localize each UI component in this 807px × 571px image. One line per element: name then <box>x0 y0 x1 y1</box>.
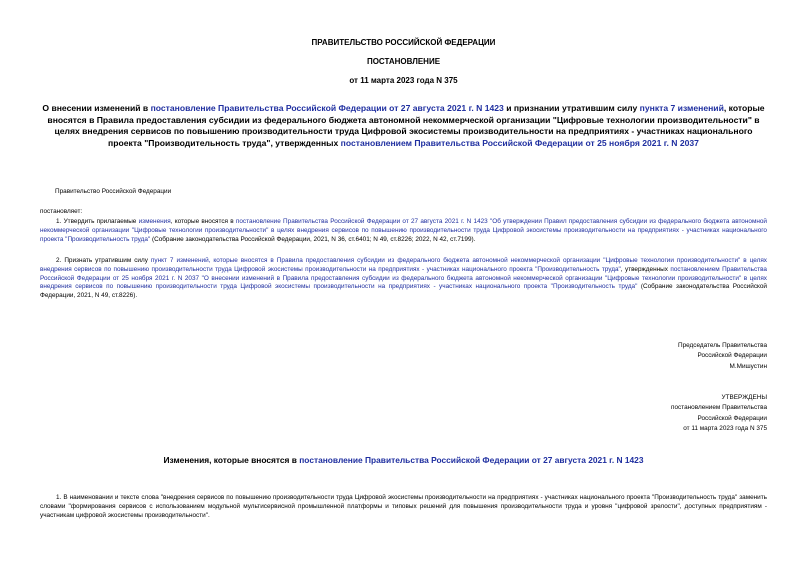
approval-line-3: Российской Федерации <box>697 414 767 422</box>
para1-link-resolution-1423[interactable]: постановление Правительства Российской Федерации от 27 августа 2021 г. N 1423 "Об утверждении Правил предоставления субсидии из федерального бюджета автономной некоммерческой организации "Цифровые технологии производительности" в целях внедрения сервисов по повышению производительности труда Цифровой экосистемы производительности на предприятиях - участниках национального проекта "Производительность труда" <box>40 218 767 243</box>
document-type: ПОСТАНОВЛЕНИЕ <box>366 57 441 66</box>
title-text-3: , которые вносятся в Правила предоставления субсидии из федерального бюджета автономной некоммерческой организации "Цифровые технологии производительности" в целях внедрения сервисов по повышению производительности труда Цифровой экосистемы производительности на предприятиях - участниках национального проекта "Производительность труда", утвержденных <box>47 103 765 148</box>
issuer: Правительство Российской Федерации <box>55 188 172 195</box>
title-link-item-7[interactable]: пункта 7 изменений <box>639 103 724 113</box>
approval-line-2: постановлением Правительства <box>671 404 767 412</box>
para1-text-3: (Собрание законодательства Российской Федерации, 2021, N 36, ст.6401; N 49, ст.8226; 2022, N 42, ст.7199). <box>150 235 476 243</box>
paragraph-3 <box>40 494 767 520</box>
para1-text-1: 1. Утвердить прилагаемые <box>56 218 139 225</box>
document-date-number: от 11 марта 2023 года N 375 <box>349 76 458 85</box>
para2-link-item-7[interactable]: пункт 7 изменений, которые вносятся в Правила предоставления субсидии из федерального бюджета автономной некоммерческой организации "Цифровые технологии производительности" в целях внедрения сервисов по повышению производительности труда Цифровой экосистемы производительности на предприятиях - участниках национального проекта "Производительность труда" <box>40 257 768 273</box>
para2-text-3: (Собрание законодательства Российской Федерации, 2021, N 49, ст.8226). <box>40 283 768 300</box>
changes-heading-link[interactable]: постановление Правительства Российской Федерации от 27 августа 2021 г. N 1423 <box>299 455 644 465</box>
signature-block <box>678 341 767 372</box>
signature-position: Председатель Правительства <box>678 342 767 349</box>
title-link-resolution-1423[interactable]: постановление Правительства Российской Федерации от 27 августа 2021 г. N 1423 <box>150 103 504 113</box>
para1-text-2: , которые вносятся в <box>170 218 236 225</box>
title-link-resolution-2037[interactable]: постановлением Правительства Российской Федерации от 25 ноября 2021 г. N 2037 <box>340 137 699 148</box>
changes-heading <box>40 455 767 465</box>
para3-text: 1. В наименовании и тексте слова "внедрения сервисов по повышению производительности труда Цифровой экосистемы производительности на предприятиях - участниках национального проекта "Производительность труда" заменить словами "формирования сервисов с использованием модульной мультисервисной промышленной платформы и типовых решений для повышения производительности труда и уровня "цифровой зрелости", доступных предприятиям - участникам цифровой экосистемы производительности". <box>40 494 767 519</box>
signature-name: М.Мишустин <box>729 362 767 370</box>
paragraph-2 <box>40 257 767 301</box>
title-text-1: О внесении изменений в <box>42 103 151 113</box>
approval-title: УТВЕРЖДЕНЫ <box>721 394 767 401</box>
para2-text-2: , утвержденных <box>620 265 671 273</box>
title-text-2: и признании утратившим силу <box>503 103 640 113</box>
para2-link-resolution-2037[interactable]: постановлением Правительства Российской Федерации от 25 ноября 2021 г. N 2037 "О внесении изменений в Правила предоставления субсидии из федерального бюджета автономной некоммерческой организации "Цифровые технологии производительности" в целях внедрения сервисов по повышению производительности труда Цифровой экосистемы производительности на предприятиях - участниках национального проекта "Производительность труда" <box>40 265 767 291</box>
government-name: ПРАВИТЕЛЬСТВО РОССИЙСКОЙ ФЕДЕРАЦИИ <box>311 38 496 47</box>
paragraph-1 <box>40 218 767 244</box>
decides-label: постановляет: <box>40 208 83 215</box>
document-title <box>40 103 767 149</box>
changes-heading-text: Изменения, которые вносятся в <box>163 455 300 465</box>
approval-date: от 11 марта 2023 года N 375 <box>683 425 767 433</box>
approval-block <box>671 393 767 435</box>
para1-link-changes[interactable]: изменения <box>138 218 171 225</box>
signature-country: Российской Федерации <box>697 352 767 360</box>
para2-text-1: 2. Признать утратившим силу <box>56 257 151 264</box>
